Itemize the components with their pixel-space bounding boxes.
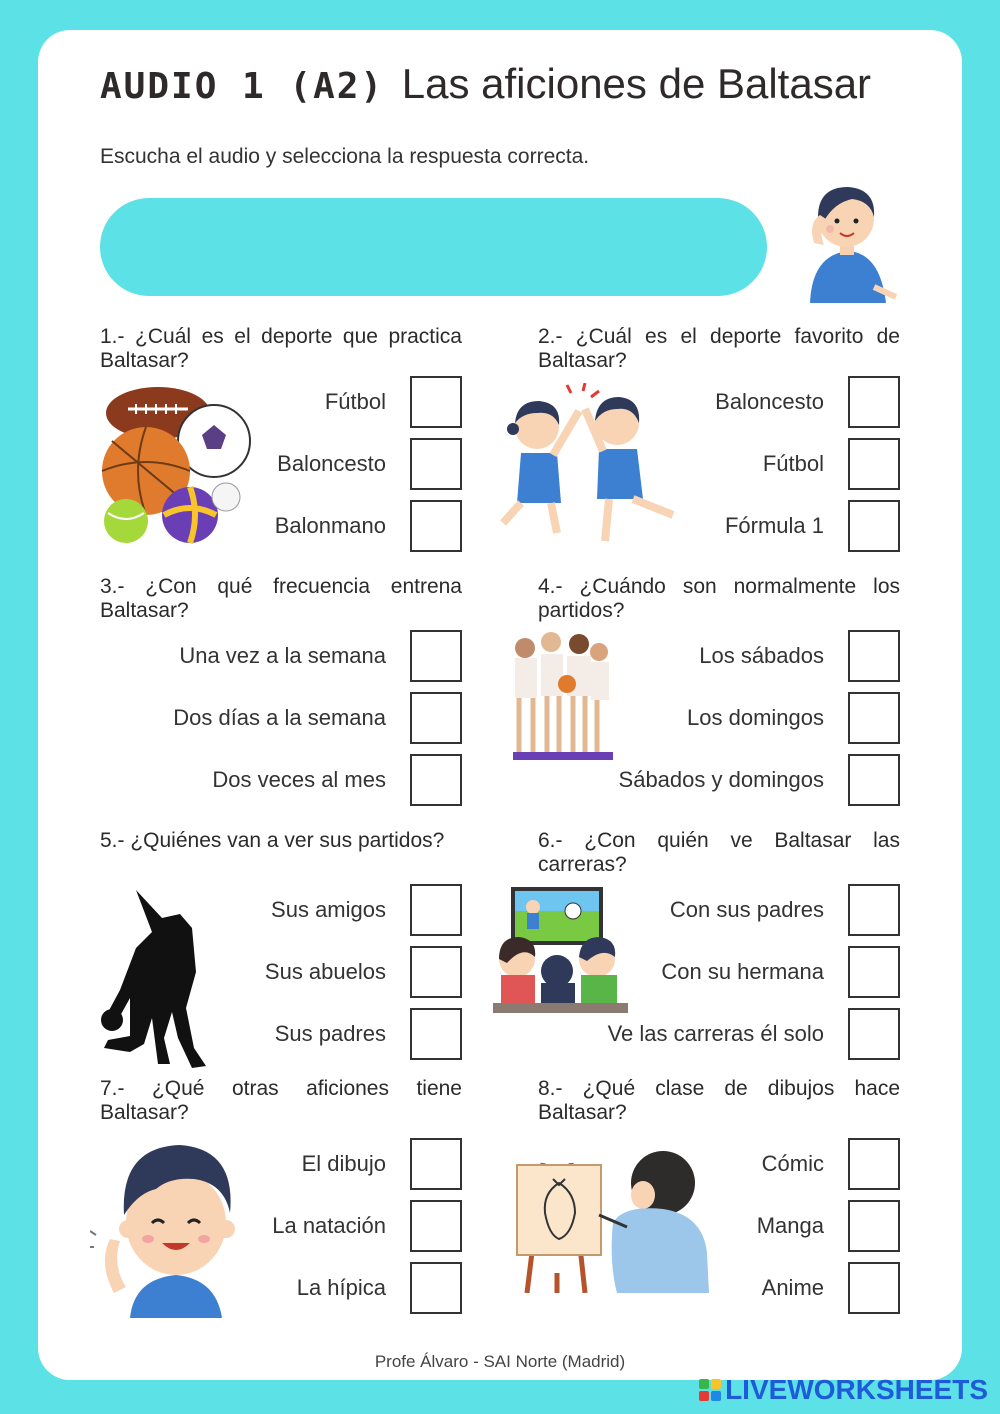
answer-checkbox[interactable] — [848, 754, 900, 806]
answer-option — [100, 500, 462, 552]
question-text: 5.- ¿Quiénes van a ver sus partidos? — [100, 829, 445, 852]
answer-option — [538, 630, 900, 682]
answer-option — [100, 754, 462, 806]
question-8 — [538, 1077, 900, 1125]
answer-checkbox[interactable] — [410, 376, 462, 428]
answer-option — [100, 946, 462, 998]
page-title — [100, 60, 871, 108]
answer-option — [538, 1200, 900, 1252]
option-label: Una vez a la semana — [179, 643, 386, 668]
answer-option — [100, 376, 462, 428]
option-label: Manga — [756, 1213, 824, 1238]
question-text: 6.- ¿Con quién ve Baltasar las carreras? — [538, 829, 900, 876]
question-4 — [538, 575, 900, 623]
answer-option — [100, 438, 462, 490]
option-label: Anime — [761, 1275, 824, 1300]
answer-checkbox[interactable] — [410, 692, 462, 744]
audio-player[interactable] — [100, 198, 767, 296]
option-label: Los domingos — [687, 705, 824, 730]
answer-option — [100, 1262, 462, 1314]
answer-checkbox[interactable] — [848, 438, 900, 490]
answer-option — [538, 754, 900, 806]
option-label: Sábados y domingos — [618, 767, 824, 792]
option-label: Cómic — [761, 1151, 824, 1176]
answer-option — [100, 1008, 462, 1060]
option-label: Sus amigos — [271, 897, 386, 922]
answer-option — [538, 884, 900, 936]
liveworksheets-logo[interactable] — [699, 1374, 988, 1406]
option-label: El dibujo — [301, 1151, 386, 1176]
question-7 — [100, 1077, 462, 1125]
answer-option — [100, 630, 462, 682]
answer-option — [538, 946, 900, 998]
title-tag: AUDIO 1 (A2) — [100, 66, 385, 107]
option-label: Fútbol — [762, 451, 824, 476]
option-label: Dos días a la semana — [173, 705, 386, 730]
footer-credit: Profe Álvaro - SAI Norte (Madrid) — [374, 1352, 626, 1371]
option-label: Sus abuelos — [264, 959, 386, 984]
answer-option — [538, 438, 900, 490]
answer-checkbox[interactable] — [848, 630, 900, 682]
answer-option — [538, 376, 900, 428]
answer-checkbox[interactable] — [848, 692, 900, 744]
option-label: Sus padres — [274, 1021, 386, 1046]
option-label: La hípica — [296, 1275, 386, 1300]
question-text: 2.- ¿Cuál es el deporte favorito de Baltasar? — [538, 325, 900, 372]
answer-option — [538, 500, 900, 552]
option-label: La natación — [272, 1213, 386, 1238]
option-label: Ve las carreras él solo — [607, 1021, 824, 1046]
answer-checkbox[interactable] — [848, 1008, 900, 1060]
question-text: 7.- ¿Qué otras aficiones tiene Baltasar? — [100, 1077, 462, 1124]
answer-option — [100, 692, 462, 744]
question-2 — [538, 325, 900, 373]
answer-checkbox[interactable] — [410, 438, 462, 490]
liveworksheets-wordmark: LIVEWORKSHEETS — [725, 1374, 988, 1405]
answer-checkbox[interactable] — [848, 946, 900, 998]
answer-checkbox[interactable] — [410, 946, 462, 998]
option-label: Con su hermana — [661, 959, 824, 984]
option-label: Fórmula 1 — [724, 513, 824, 538]
option-label: Dos veces al mes — [212, 767, 386, 792]
question-text: 3.- ¿Con qué frecuencia entrena Baltasar? — [100, 575, 462, 622]
option-label: Los sábados — [699, 643, 824, 668]
question-text: 8.- ¿Qué clase de dibujos hace Baltasar? — [538, 1077, 900, 1124]
answer-checkbox[interactable] — [848, 1138, 900, 1190]
instruction-text: Escucha el audio y selecciona la respuesta correcta. — [100, 145, 590, 168]
question-3 — [100, 575, 462, 623]
option-label: Con sus padres — [669, 897, 824, 922]
answer-checkbox[interactable] — [410, 500, 462, 552]
answer-checkbox[interactable] — [848, 500, 900, 552]
answer-checkbox[interactable] — [410, 1008, 462, 1060]
answer-option — [538, 692, 900, 744]
answer-checkbox[interactable] — [848, 1200, 900, 1252]
question-1 — [100, 325, 462, 373]
title-text: Las aficiones de Baltasar — [401, 60, 872, 107]
answer-option — [538, 1008, 900, 1060]
option-label: Baloncesto — [277, 451, 386, 476]
answer-checkbox[interactable] — [848, 884, 900, 936]
option-label: Balonmano — [274, 513, 386, 538]
answer-option — [538, 1262, 900, 1314]
answer-checkbox[interactable] — [410, 1262, 462, 1314]
answer-checkbox[interactable] — [848, 376, 900, 428]
answer-checkbox[interactable] — [410, 630, 462, 682]
liveworksheets-grid-icon — [699, 1379, 721, 1401]
answer-option — [100, 884, 462, 936]
listening-boy-icon — [800, 183, 900, 303]
answer-option — [538, 1138, 900, 1190]
answer-checkbox[interactable] — [410, 754, 462, 806]
answer-checkbox[interactable] — [410, 1200, 462, 1252]
question-5 — [100, 829, 462, 877]
question-text: 1.- ¿Cuál es el deporte que practica Baltasar? — [100, 325, 462, 372]
question-text: 4.- ¿Cuándo son normalmente los partidos? — [538, 575, 900, 622]
answer-checkbox[interactable] — [410, 884, 462, 936]
answer-checkbox[interactable] — [410, 1138, 462, 1190]
option-label: Fútbol — [324, 389, 386, 414]
option-label: Baloncesto — [715, 389, 824, 414]
answer-option — [100, 1138, 462, 1190]
question-6 — [538, 829, 900, 877]
answer-checkbox[interactable] — [848, 1262, 900, 1314]
answer-option — [100, 1200, 462, 1252]
